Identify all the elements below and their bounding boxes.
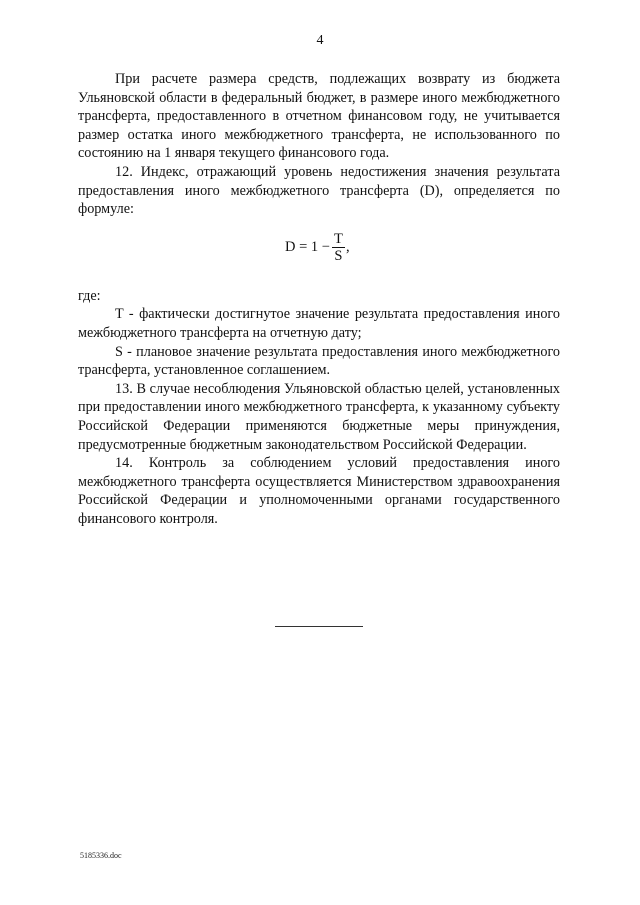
- footer-filename: 5185336.doc: [80, 851, 122, 860]
- paragraph-refund: При расчете размера средств, подлежащих возврату из бюджета Ульяновской области в федеральный бюджет, в размере иного межбюджетного трансферта, предоставленного в отчетном финансовом году, не учитывается размер остатка иного межбюджетного трансферта, не использованного по состоянию на 1 января текущего финансового года.: [78, 71, 560, 162]
- formula: [78, 219, 560, 287]
- paragraph-14-control: 14. Контроль за соблюдением условий предоставления иного межбюджетного трансферта осуществляется Министерством здравоохранения Российской Федерации и уполномоченными органами государственного финансового контроля.: [78, 455, 560, 527]
- page-number: 4: [316, 33, 324, 48]
- formula-expression: [285, 231, 350, 264]
- formula-trailing: ,: [345, 238, 350, 255]
- formula-fraction: [332, 231, 345, 264]
- paragraph-t-definition: T - фактически достигнутое значение результата предоставления иного межбюджетного трансферта на отчетную дату;: [78, 306, 560, 341]
- document-body: [78, 70, 560, 528]
- end-separator-line: [275, 626, 363, 627]
- formula-denominator: S: [334, 247, 343, 264]
- paragraph-gde: где:: [78, 287, 101, 304]
- paragraph-13-sanctions: 13. В случае несоблюдения Ульяновской областью целей, установленных при предоставлении иного межбюджетного трансферта, к указанному субъекту Российской Федерации применяются бюджетные меры принуждения, предусмотренные бюджетным законодательством Российской Федерации.: [78, 380, 560, 453]
- formula-lhs: D = 1 −: [285, 238, 330, 255]
- paragraph-s-definition: S - плановое значение результата предоставления иного межбюджетного трансферта, установленное соглашением.: [78, 343, 560, 379]
- paragraph-12-index: 12. Индекс, отражающий уровень недостижения значения результата предоставления иного межбюджетного трансферта (D), определяется по формуле:: [78, 163, 560, 218]
- formula-numerator: T: [334, 230, 343, 247]
